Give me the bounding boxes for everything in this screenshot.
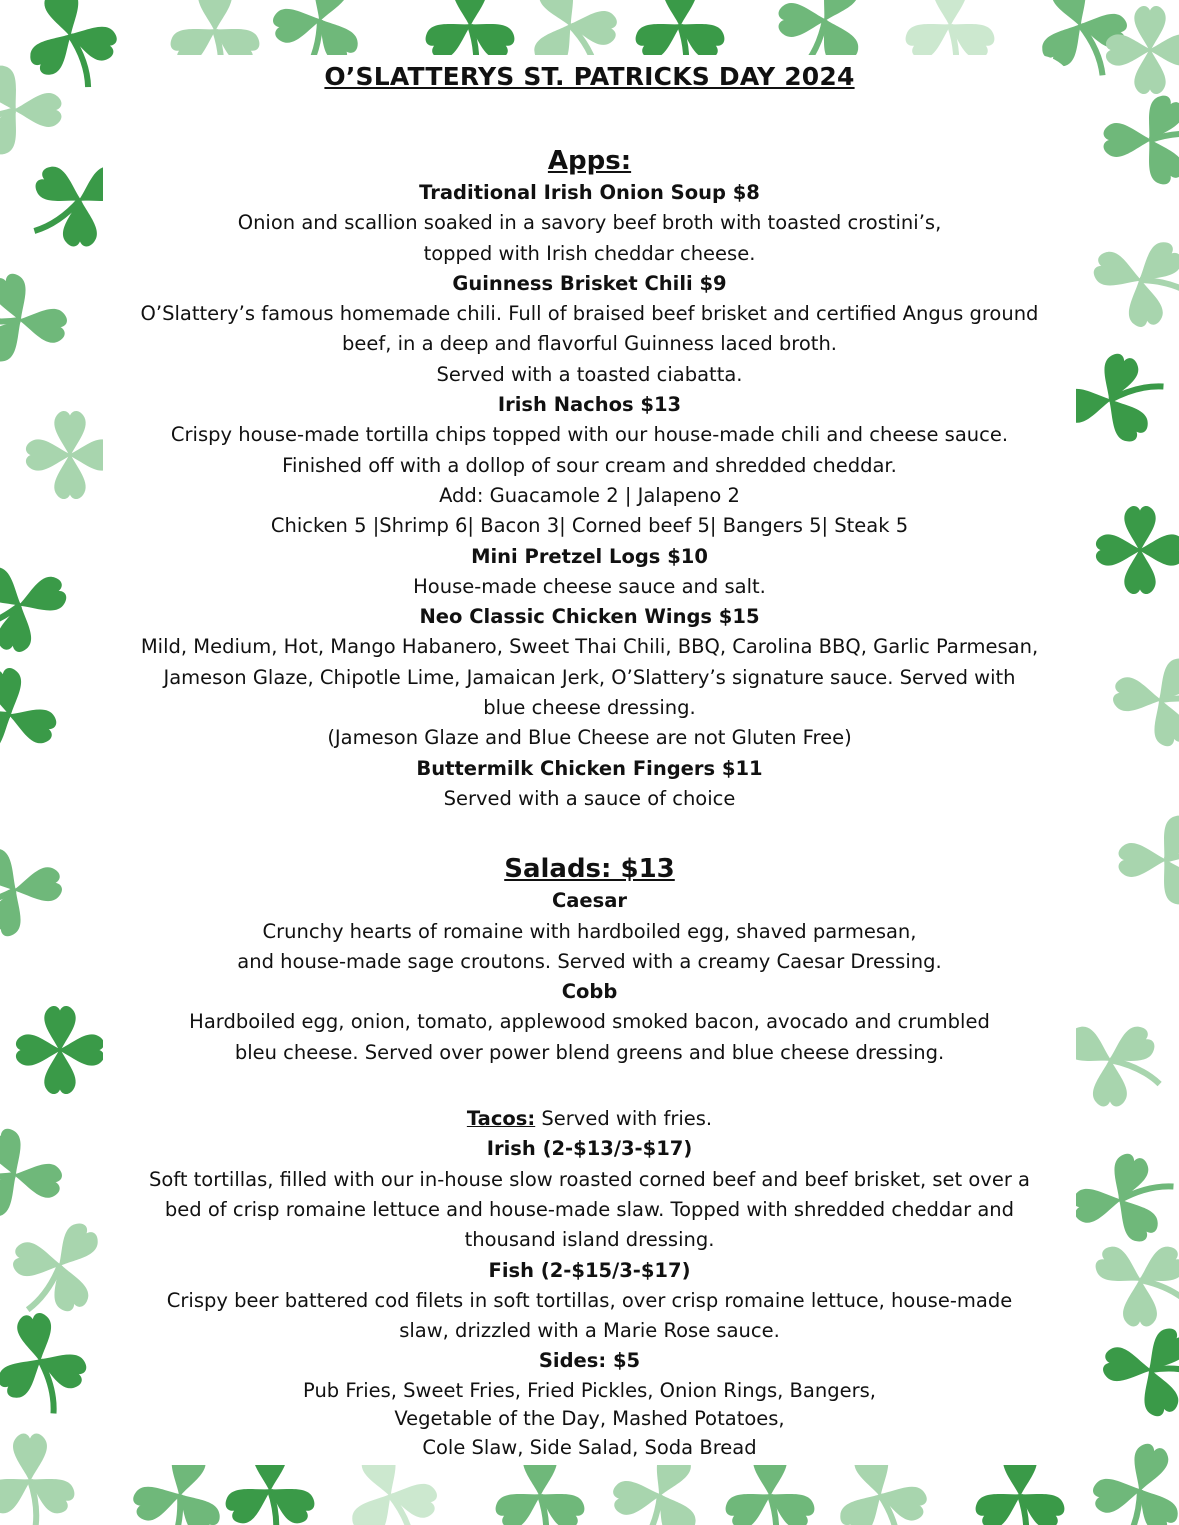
menu-item-cobb [100,977,1079,1068]
salads-heading: Salads: $13 [504,854,675,885]
menu-item-sides [100,1346,1079,1462]
item-description: Crispy house-made tortilla chips topped with our house-made chili and cheese sauce. [170,423,1009,447]
item-description: Served with a sauce of choice [443,786,736,810]
item-description: Crispy beer battered cod filets in soft tortillas, over crisp romaine lettuce, house-made [166,1288,1013,1312]
item-name: Irish (2-$13/3-$17) [486,1137,693,1161]
sides-heading: Sides: $5 [538,1349,641,1373]
sides-list: Vegetable of the Day, Mashed Potatoes, [394,1407,785,1431]
item-description: Crunchy hearts of romaine with hardboiled egg, shaved parmesan, [262,919,917,943]
item-description: topped with Irish cheddar cheese. [423,241,756,265]
item-description: Mild, Medium, Hot, Mango Habanero, Sweet Thai Chili, BBQ, Carolina BBQ, Garlic Parmesan, [140,635,1039,659]
menu-item-pretzel-logs [100,542,1079,603]
item-description: Onion and scallion soaked in a savory beef broth with toasted crostini’s, [237,211,942,235]
menu-item-irish-taco [100,1134,1079,1255]
item-name: Caesar [551,889,628,913]
apps-heading: Apps: [547,146,632,176]
page-title: O’SLATTERYS ST. PATRICKS DAY 2024 [324,62,855,91]
item-addons: Add: Guacamole 2 | Jalapeno 2 [439,483,740,507]
menu-item-irish-nachos [100,390,1079,541]
menu-content [100,58,1079,1462]
item-description: Jameson Glaze, Chipotle Lime, Jamaican Jerk, O’Slattery’s signature sauce. Served with [163,665,1016,689]
item-description: House-made cheese sauce and salt. [413,574,766,598]
item-description: and house-made sage croutons. Served with a creamy Caesar Dressing. [237,949,942,973]
item-name: Fish (2-$15/3-$17) [488,1258,691,1282]
menu-item-chicken-fingers [100,754,1079,815]
item-description: thousand island dressing. [464,1228,715,1252]
item-description: blue cheese dressing. [483,696,696,720]
menu-item-fish-taco [100,1256,1079,1347]
item-name: Mini Pretzel Logs $10 [471,544,708,568]
menu-item-brisket-chili [100,269,1079,390]
item-name: Neo Classic Chicken Wings $15 [419,605,760,629]
menu-item-chicken-wings [100,602,1079,753]
item-description: O’Slattery’s famous homemade chili. Full of braised beef brisket and certified Angus ground [140,302,1039,326]
tacos-heading: Tacos: [466,1107,536,1131]
tacos-note: Served with fries. [535,1107,713,1131]
item-description: slaw, drizzled with a Marie Rose sauce. [399,1319,780,1343]
sides-list: Cole Slaw, Side Salad, Soda Bread [422,1435,757,1459]
sides-list: Pub Fries, Sweet Fries, Fried Pickles, Onion Rings, Bangers, [303,1378,876,1402]
menu-item-onion-soup [100,178,1079,269]
item-description: Soft tortillas, filled with our in-house slow roasted corned beef and beef brisket, set over a [148,1167,1030,1191]
item-name: Buttermilk Chicken Fingers $11 [416,756,763,780]
item-note: (Jameson Glaze and Blue Cheese are not Gluten Free) [327,726,852,750]
item-name: Irish Nachos $13 [497,393,682,417]
item-description: Finished off with a dollop of sour cream and shredded cheddar. [282,453,897,477]
tacos-heading-line [100,1104,1079,1134]
item-description: beef, in a deep and flavorful Guinness laced broth. [341,332,838,356]
item-description: Served with a toasted ciabatta. [436,362,743,386]
menu-item-caesar [100,886,1079,977]
item-description: bleu cheese. Served over power blend greens and blue cheese dressing. [234,1040,945,1064]
item-name: Traditional Irish Onion Soup $8 [419,181,760,204]
item-addons: Chicken 5 |Shrimp 6| Bacon 3| Corned beef 5| Bangers 5| Steak 5 [270,514,909,538]
item-description: bed of crisp romaine lettuce and house-made slaw. Topped with shredded cheddar and [164,1197,1015,1221]
item-name: Guinness Brisket Chili $9 [452,271,727,295]
item-description: Hardboiled egg, onion, tomato, applewood smoked bacon, avocado and crumbled [189,1010,990,1034]
item-name: Cobb [561,980,618,1004]
